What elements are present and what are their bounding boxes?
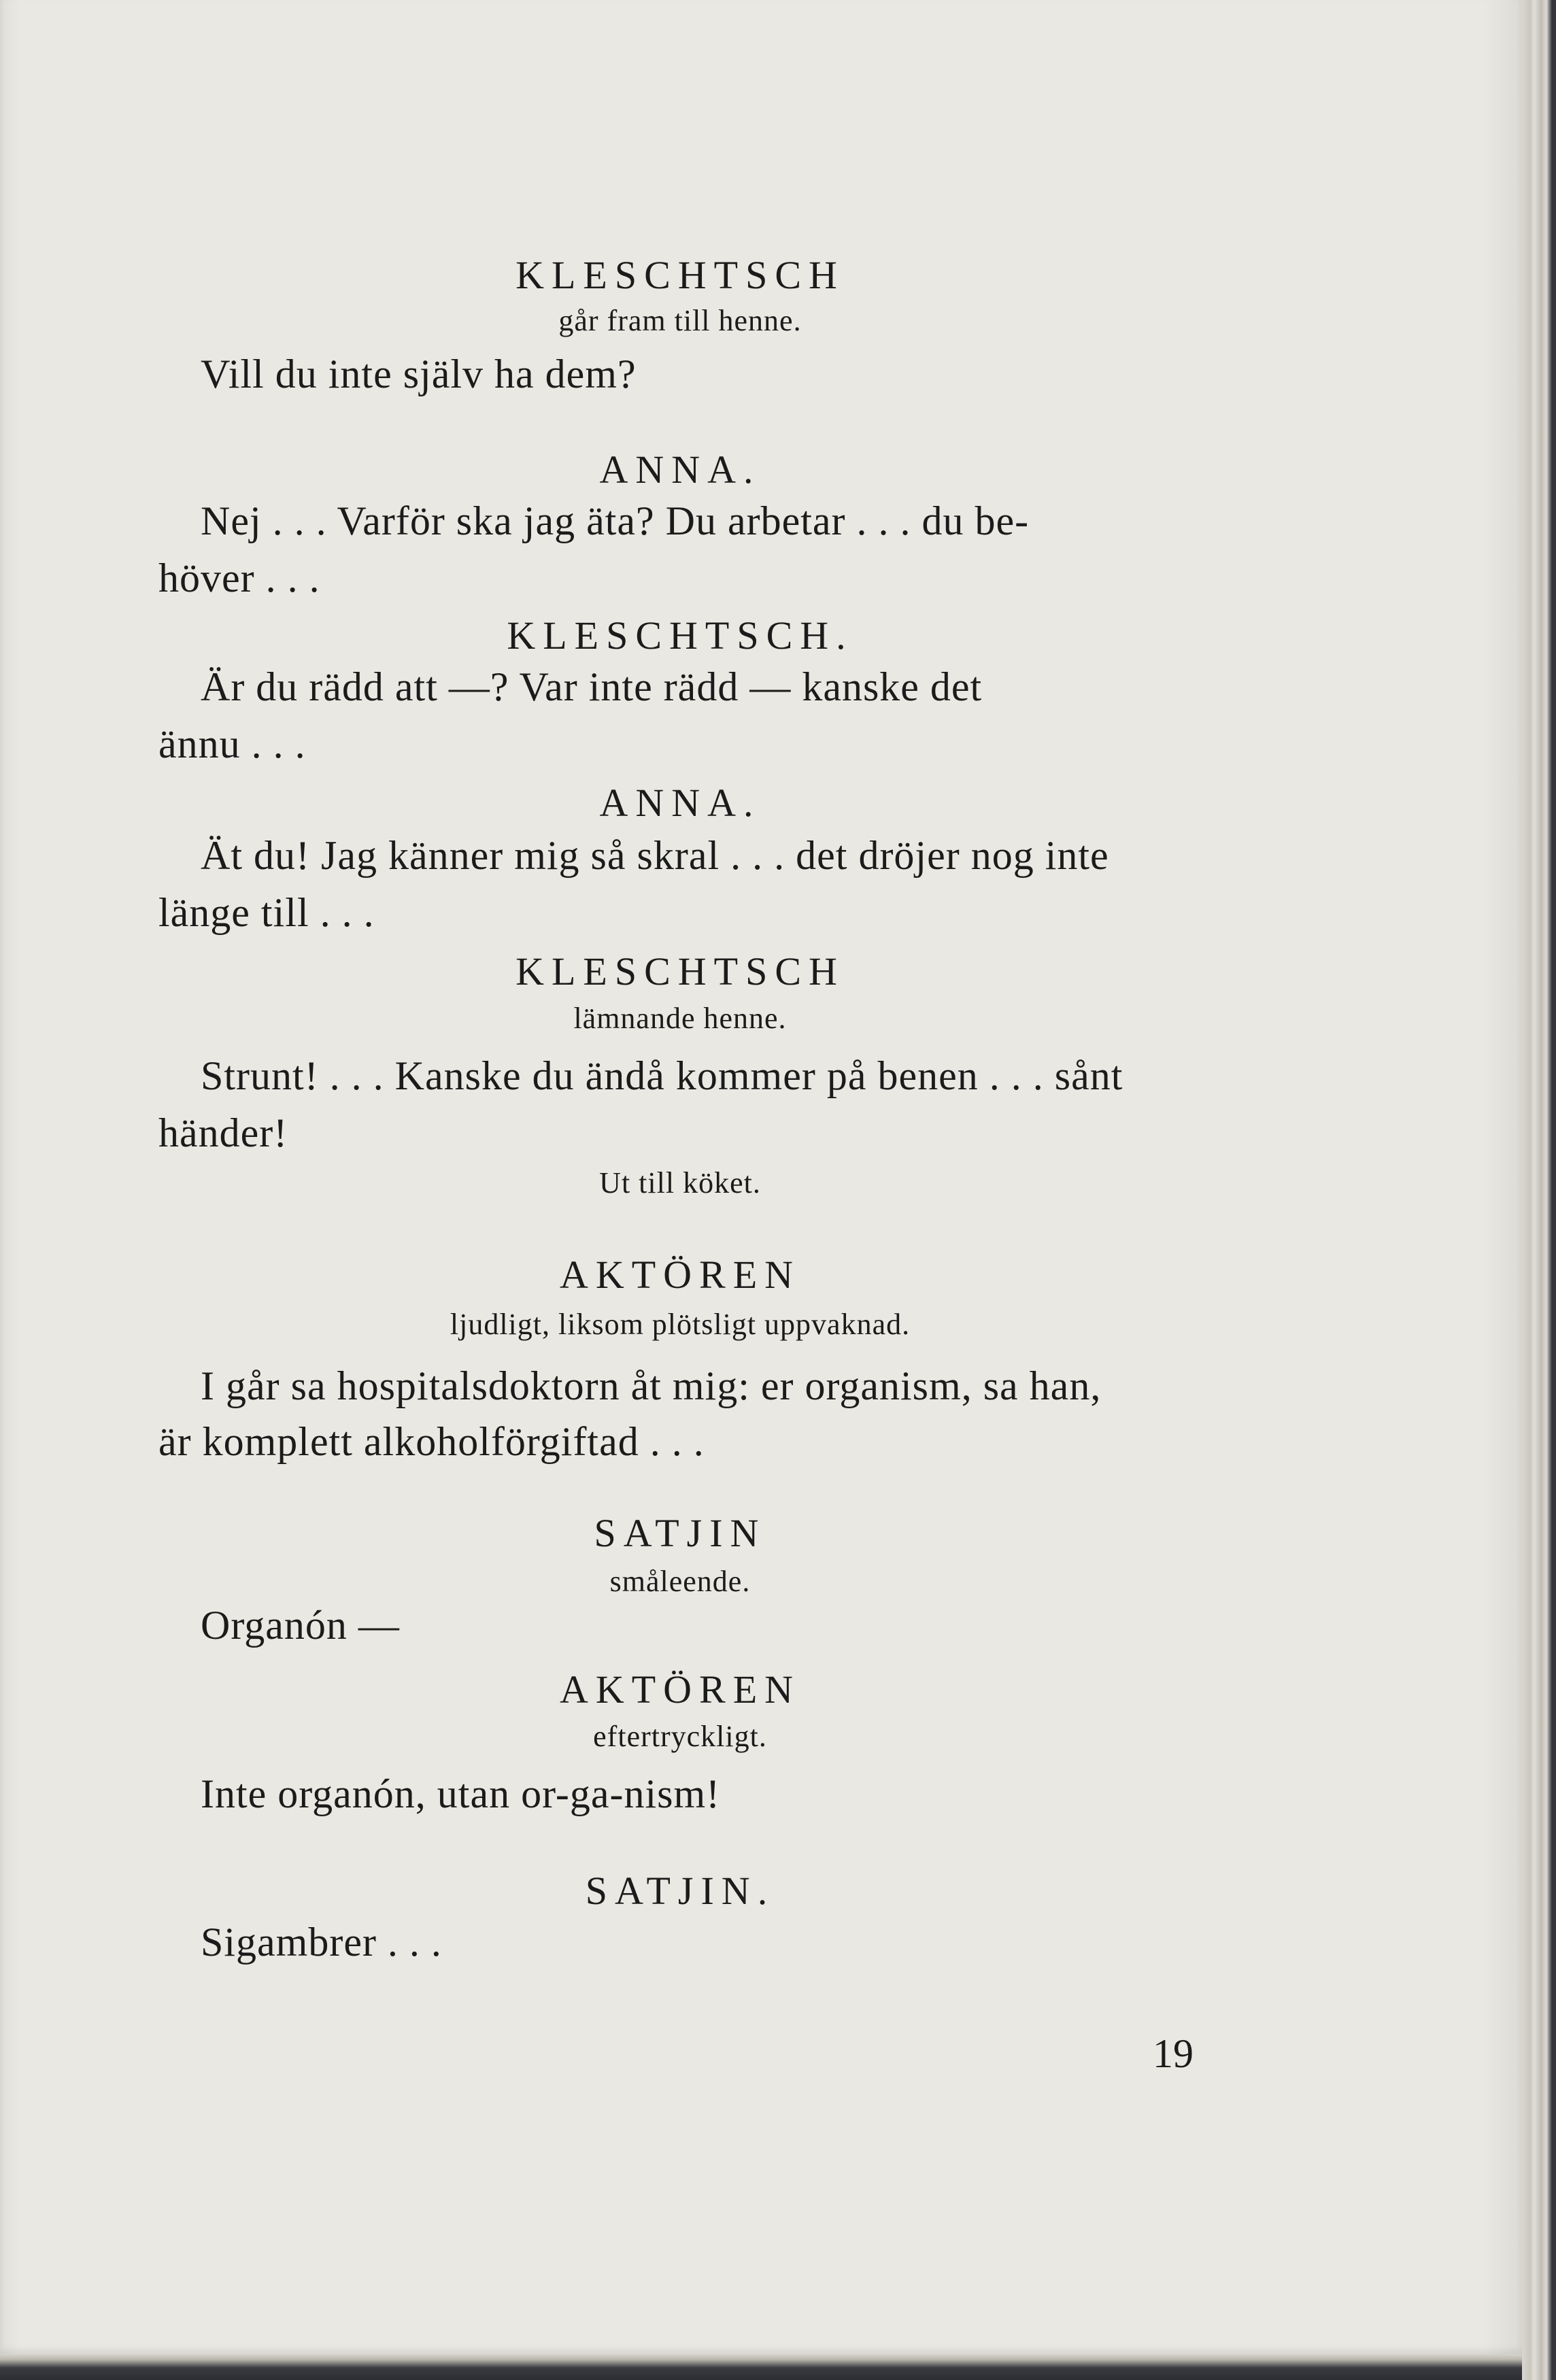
- stage-direction: ljudligt, liksom plötsligt uppvaknad.: [450, 1308, 911, 1341]
- speaker-name: AKTÖREN: [559, 1667, 801, 1712]
- stage-direction: eftertryckligt.: [593, 1720, 767, 1753]
- dialogue-line: händer!: [158, 1110, 288, 1155]
- dialogue-line: Strunt! . . . Kanske du ändå kommer på benen . . . sånt: [201, 1053, 1123, 1098]
- speaker-name: KLESCHTSCH: [515, 949, 845, 993]
- dialogue-line: Inte organón, utan or-ga-nism!: [201, 1771, 721, 1816]
- page-edge-right: [1522, 0, 1556, 2380]
- dialogue-line: är komplett alkoholförgiftad . . .: [158, 1419, 705, 1464]
- dialogue-line: Ät du! Jag känner mig så skral . . . det dröjer nog inte: [201, 833, 1109, 878]
- speaker-name: SATJIN: [594, 1511, 766, 1555]
- dialogue-line: I går sa hospitalsdoktorn åt mig: er organism, sa han,: [201, 1363, 1102, 1408]
- dialogue-line: Nej . . . Varför ska jag äta? Du arbetar . . . du be-: [201, 498, 1030, 543]
- page-edge-bottom: [0, 2354, 1522, 2380]
- speaker-name: ANNA.: [599, 447, 761, 492]
- speaker-name: KLESCHTSCH.: [507, 613, 853, 658]
- dialogue-line: höver . . .: [158, 556, 320, 600]
- speaker-name: KLESCHTSCH: [515, 253, 845, 297]
- dialogue-line: länge till . . .: [158, 890, 375, 935]
- speaker-name: ANNA.: [599, 781, 761, 825]
- stage-direction: går fram till henne.: [558, 304, 802, 337]
- dialogue-line: Är du rädd att —? Var inte rädd — kanske det: [201, 664, 983, 709]
- dialogue-line: Organón —: [201, 1603, 400, 1648]
- page-number: 19: [1153, 2031, 1194, 2076]
- speaker-name: AKTÖREN: [559, 1253, 801, 1297]
- stage-direction: lämnande henne.: [573, 1002, 787, 1035]
- dialogue-line: Sigambrer . . .: [201, 1920, 442, 1965]
- speaker-name: SATJIN.: [585, 1869, 775, 1913]
- dialogue-line: Vill du inte själv ha dem?: [201, 352, 637, 396]
- dialogue-line: ännu . . .: [158, 721, 306, 766]
- stage-direction: Ut till köket.: [599, 1166, 761, 1200]
- stage-direction: småleende.: [609, 1565, 751, 1598]
